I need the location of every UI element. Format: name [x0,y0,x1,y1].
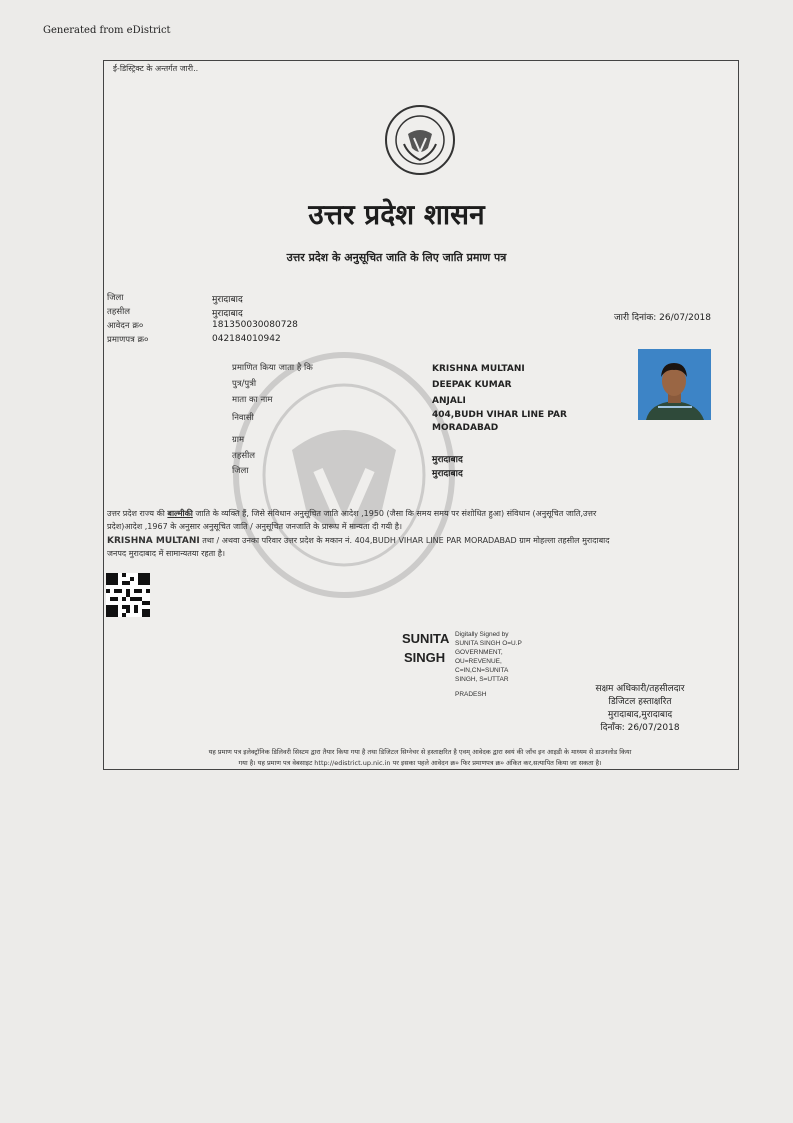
father-name: DEEPAK KUMAR [432,380,512,390]
residence-paragraph-line2: जनपद मुरादाबाद में सामान्यतया रहता है। [107,549,226,558]
applicant-photo [638,349,711,420]
paragraph-text-b: जाति के व्यक्ति हैं, जिसे संविधान अनुसूचित जाति आदेश ,1950 (जैसा कि समय समय पर संशोधित हुआ) संविधान (अनुसूचित जाति,उत्तर [192,509,597,518]
up-emblem-logo [384,104,456,176]
authority-title: सक्षम अधिकारी/तहसीलदार [595,684,685,694]
issue-date: जारी दिनांक: 26/07/2018 [614,313,711,323]
person-tehsil: मुरादाबाद [432,455,463,465]
digital-signature-line: C=IN,CN=SUNITA [455,667,509,674]
generated-note: Generated from eDistrict [43,25,171,36]
qr-code [106,573,150,617]
paragraph-person-name: KRISHNA MULTANI [107,536,200,546]
address-line2: MORADABAD [432,423,499,433]
mother-name: ANJALI [432,396,466,406]
village-label: ग्राम [232,435,245,445]
signer-name-line1: SUNITA [402,631,450,646]
mother-label: माता का नाम [232,395,273,405]
paragraph-text-a: उत्तर प्रदेश राज्य की [107,509,168,518]
application-label: आवेदन क्र० [107,321,144,331]
certificate-label: प्रमाणपत्र क्र० [107,335,149,345]
district-label: जिला [107,293,124,303]
caste-paragraph-line2: प्रदेश)आदेश ,1967 के अनुसार अनुसूचित जाति / अनुसूचित जनजाति के प्रारूप में मान्यता दी गयी है। [107,522,403,531]
digital-signature-line: SUNITA SINGH O=U.P [455,640,522,647]
district-value: मुरादाबाद [212,295,243,305]
signer-name-line2: SINGH [404,650,446,665]
person-district: मुरादाबाद [432,469,463,479]
digital-signature-details [455,630,522,699]
authority-date: दिनाँक: 26/07/2018 [600,723,680,733]
tehsil-value: मुरादाबाद [212,309,243,319]
authority-place: मुरादाबाद,मुरादाबाद [607,710,673,720]
father-label: पुत्र/पुत्री [232,379,257,389]
footer-note-line1: यह प्रमाण पत्र इलेक्ट्रॉनिक डिलिवरी सिस्टम द्वारा तैयार किया गया है तथा डिजिटल सिग्नेचर से हस्ताक्षरित है एवम् आवेदक द्वारा स्वयं की जाँच इन आइडी के माध्यम से डाउनलोड किया [208,748,632,756]
paragraph-residence-text: तथा / अथवा उनका परिवार उत्तर प्रदेश के मकान नं. 404,BUDH VIHAR LINE PAR MORADABAD ग्राम मोहल्ला तहसील मुरादाबाद [199,536,610,545]
certify-label: प्रमाणित किया जाता है कि [232,363,313,373]
frame-top-note: ई-डिस्ट्रिक्ट के अन्तर्गत जारी.. [113,64,199,73]
tehsil-label: तहसील [107,307,131,317]
authority-block [580,683,700,735]
caste-paragraph-line1 [107,507,733,520]
caste-name: बाल्मीकी [167,509,193,518]
watermark-emblem [232,350,456,600]
person-tehsil-label: तहसील [232,451,256,461]
page-title: उत्तर प्रदेश शासन [308,198,485,231]
digital-signature-line: OU=REVENUE, [455,658,502,665]
address-line1: 404,BUDH VIHAR LINE PAR [432,410,567,420]
residence-paragraph-line1 [107,534,733,548]
digital-signature-line: PRADESH [455,691,487,698]
resident-label: निवासी [232,413,254,423]
digital-signature-line: GOVERNMENT, [455,649,503,656]
certificate-number: 042184010942 [212,334,281,344]
page-subtitle: उत्तर प्रदेश के अनुसूचित जाति के लिए जाति प्रमाण पत्र [286,251,507,264]
authority-signed: डिजिटल हस्ताक्षरित [608,697,672,707]
digital-signature-line: Digitally Signed by [455,631,509,638]
application-number: 181350030080728 [212,320,298,330]
person-district-label: जिला [232,466,249,476]
person-name: KRISHNA MULTANI [432,364,525,374]
digital-signature-line: SINGH, S=UTTAR [455,676,509,683]
footer-note-line2: गया है। यह प्रमाण पत्र वेबसाइट http://edistrict.up.nic.in पर इसका पहले आवेदन क्र० फिर प्रमाणपत्र क्र० अंकित कर,सत्यापित किया जा सकता है। [238,759,602,767]
